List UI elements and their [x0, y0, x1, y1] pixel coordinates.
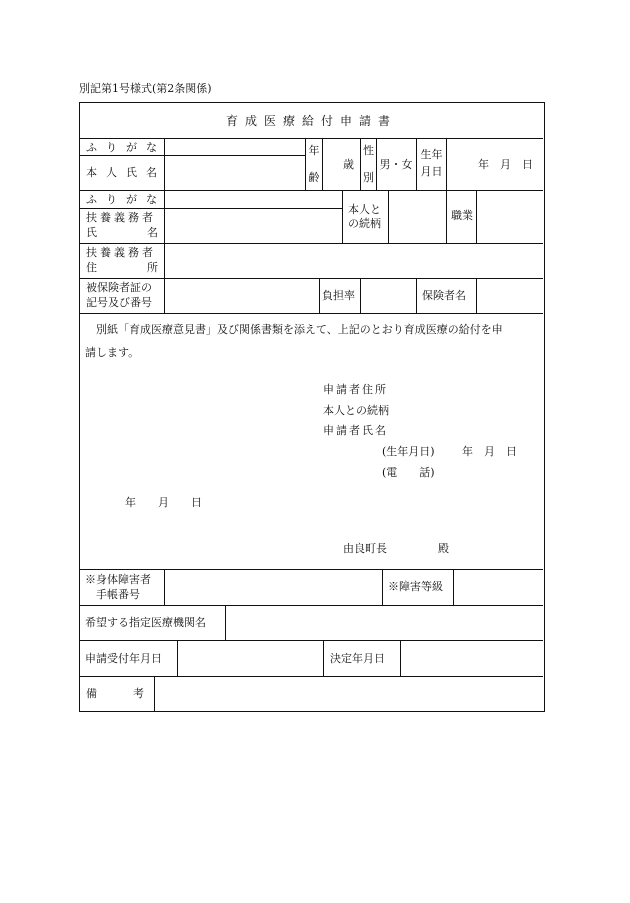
statement-line-2: 請します。 [85, 346, 140, 359]
rule [476, 278, 477, 313]
applicant-name-label: 申請者氏名 [323, 424, 388, 437]
rule [80, 190, 543, 191]
rule [164, 138, 165, 313]
handbook-label-1: ※身体障害者 [85, 573, 151, 586]
rule [342, 190, 343, 243]
relation-label-line: 本人と [348, 203, 381, 216]
application-date: 年 月 日 [125, 496, 202, 509]
remarks-label [86, 687, 144, 701]
guardian-address-label-2 [86, 261, 158, 275]
rule [80, 155, 305, 156]
rule [322, 138, 323, 190]
statement-line-1: 別紙「育成医療意見書」及び関係書類を添えて、上記のとおり育成医療の給付を申 [96, 323, 503, 336]
rule [177, 640, 178, 676]
age-label [306, 144, 322, 184]
receipt-date-label: 申請受付年月日 [85, 652, 162, 665]
insurance-card-label-1: 被保険者証の [86, 281, 152, 294]
handbook-number-input[interactable] [166, 571, 380, 603]
sex-label [361, 144, 376, 184]
rule [476, 190, 477, 243]
label-char: 住 [86, 261, 97, 274]
rule [400, 640, 401, 676]
job-label: 職業 [451, 209, 473, 222]
guardian-furigana-label: ふりがな [86, 193, 166, 206]
rule [388, 190, 389, 243]
birth-label-part: 月日 [420, 164, 443, 178]
applicant-relation-label: 本人との続柄 [323, 404, 389, 417]
rule [416, 278, 417, 313]
label-char: 所 [147, 261, 158, 274]
furigana-input[interactable] [166, 139, 303, 154]
relation-label-line: の続柄 [348, 216, 381, 230]
guardian-name-label-1: 扶養義務者 [86, 211, 156, 224]
rule [453, 569, 454, 605]
label-char: 考 [133, 687, 144, 700]
label-char: 名 [147, 226, 158, 239]
applicant-birth-date: 年 月 日 [462, 445, 517, 458]
rule [323, 640, 324, 676]
name-input[interactable] [166, 157, 303, 189]
birth-label [417, 148, 446, 178]
hospital-input[interactable] [227, 607, 541, 638]
guardian-address-label-1: 扶養義務者 [86, 246, 156, 259]
guardian-address-input[interactable] [166, 245, 541, 277]
insurer-label: 保険者名 [422, 289, 466, 302]
rule [80, 569, 543, 570]
form-caption: 別記第1号様式(第2条関係) [79, 82, 212, 95]
name-label: 本人氏名 [86, 166, 166, 179]
remarks-input[interactable] [156, 678, 541, 709]
receipt-date-input[interactable] [179, 642, 321, 674]
applicant-birth-label: (生年月日) [382, 445, 435, 458]
rule [446, 138, 447, 190]
age-label-char: 年 [308, 144, 320, 157]
furigana-label: ふりがな [86, 141, 166, 154]
birth-label-part: 生年 [420, 148, 443, 161]
rule [446, 190, 447, 243]
birth-date-field[interactable]: 年 月 日 [478, 158, 533, 171]
decision-date-label: 決定年月日 [330, 652, 385, 665]
rule [225, 605, 226, 640]
sex-options[interactable]: 男・女 [379, 158, 413, 171]
honorific: 殿 [438, 542, 449, 555]
rule [80, 243, 543, 244]
applicant-address-label: 申請者住所 [323, 383, 388, 396]
rule [154, 676, 155, 711]
age-label-char: 齢 [308, 170, 320, 184]
burden-label: 負担率 [322, 289, 355, 302]
label-char: 氏 [86, 226, 97, 239]
rule [80, 676, 543, 677]
rule [382, 569, 383, 605]
rule [319, 278, 320, 313]
decision-date-input[interactable] [402, 642, 541, 674]
handbook-label-2: 手帳番号 [96, 588, 140, 601]
guardian-name-label-2 [86, 226, 158, 240]
guardian-name-input[interactable] [166, 209, 340, 241]
sex-label-char: 性 [363, 144, 374, 157]
relation-label [348, 203, 381, 231]
rule [80, 278, 543, 279]
rule [80, 605, 543, 606]
rule [80, 640, 543, 641]
disability-grade-label: ※障害等級 [388, 580, 443, 593]
label-char: 備 [86, 687, 97, 700]
insurance-card-label-2: 記号及び番号 [86, 296, 152, 309]
form-title: 育成医療給付申請書 [225, 114, 397, 128]
disability-grade-input[interactable] [455, 571, 541, 603]
rule [80, 313, 543, 314]
application-form [79, 102, 545, 712]
addressee: 由良町長 [343, 542, 387, 555]
hospital-label: 希望する指定医療機関名 [85, 616, 206, 629]
applicant-phone-label: (電 話) [382, 466, 435, 479]
sex-label-char: 別 [363, 170, 374, 184]
rule [80, 138, 543, 139]
rule [360, 278, 361, 313]
age-unit: 歳 [343, 158, 354, 171]
rule [164, 569, 165, 605]
